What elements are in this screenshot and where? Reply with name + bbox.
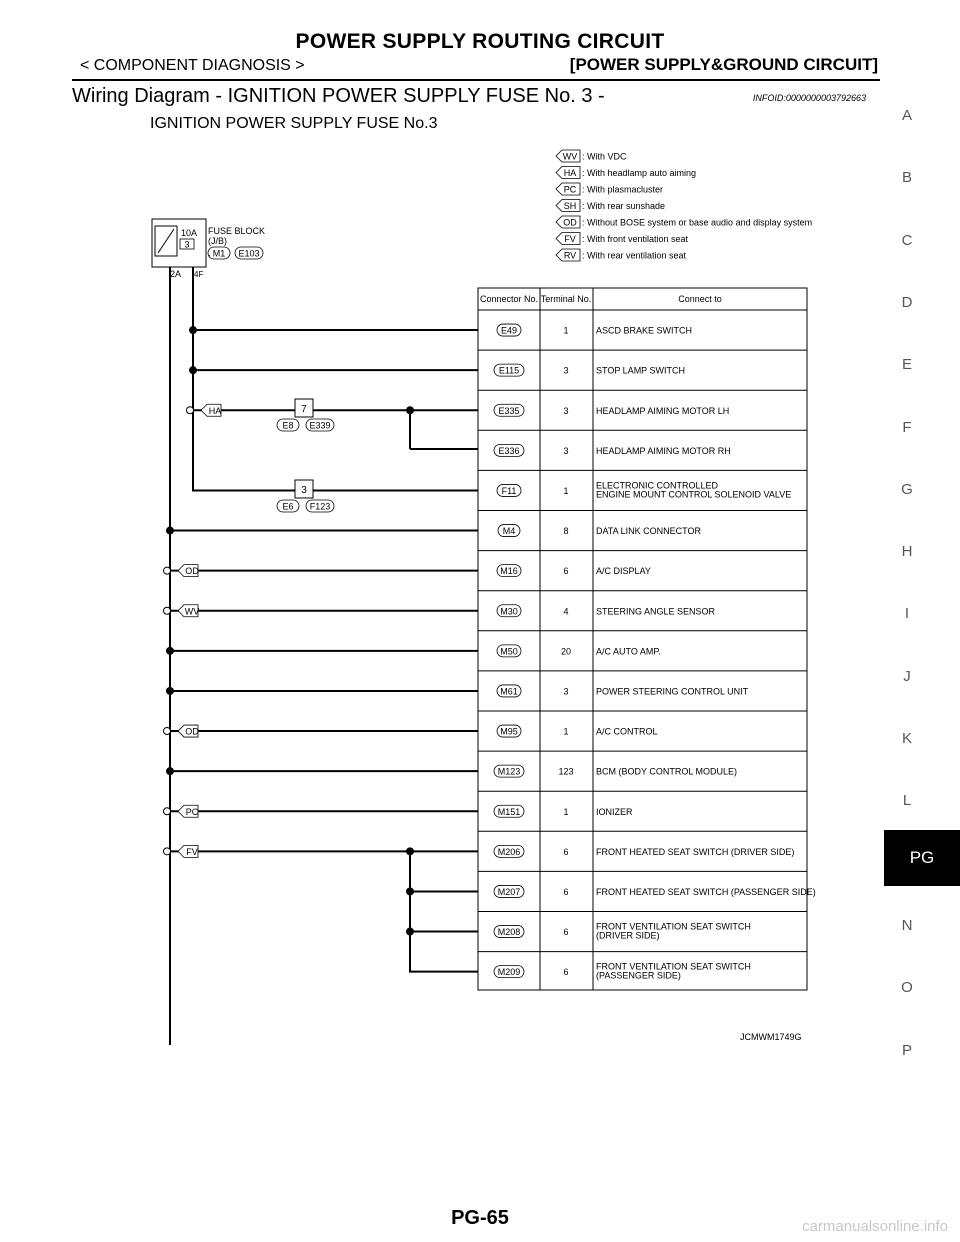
legend-description: : With headlamp auto aiming [582,168,697,178]
row-terminal: 4 [563,606,569,617]
legend-item [556,200,665,212]
option-tag-code: HA [208,405,222,416]
option-splice-dot [164,808,171,815]
row-connect-to: FRONT VENTILATION SEAT SWITCH [596,961,751,972]
row-connect-to: IONIZER [596,806,633,817]
splice-points [164,326,415,936]
splice-dot [406,847,414,855]
connector-label: E336 [498,445,520,456]
connector-label: E49 [500,325,518,336]
side-index-letter[interactable]: G [901,480,913,498]
table-row [478,364,807,390]
connector-label: E115 [498,365,520,376]
connector-label: M206 [497,846,521,857]
connector-label: M209 [497,967,521,978]
junction-connector-label [277,419,299,431]
option-tag-code: PC [185,806,199,817]
row-connector [498,525,520,537]
row-terminal: 8 [563,526,569,537]
splice-dot [406,406,414,414]
row-terminal: 6 [563,967,569,978]
option-splice-dot [164,607,171,614]
connector-label: M207 [497,886,521,897]
row-connect-to: FRONT VENTILATION SEAT SWITCH [596,921,751,932]
side-index-letter[interactable]: E [901,356,912,374]
fuse-block-jb: (J/B) [208,236,227,246]
side-index-letter[interactable]: L [902,792,912,810]
connector-label: F11 [501,485,517,496]
side-index-letter[interactable]: B [901,169,912,187]
table-row [478,765,807,791]
row-connect-to: FRONT HEATED SEAT SWITCH (PASSENGER SIDE) [596,886,816,897]
wiring [170,267,478,1045]
option-tag [178,605,199,617]
legend [556,150,812,261]
connector-label: M30 [500,606,518,617]
legend-code: SH [563,201,577,211]
table-row [494,962,751,981]
connector-label: M16 [500,566,518,577]
option-splice-dot [164,848,171,855]
diagram-title: IGNITION POWER SUPPLY FUSE No.3 [150,115,438,132]
row-connector [497,685,521,697]
row-connector [497,484,521,496]
connector-label: M123 [497,766,521,777]
table-frame [478,288,807,990]
splice-dot [189,326,197,334]
row-terminal: 1 [563,726,569,737]
row-terminal: 6 [563,886,569,897]
fuse-connectors [208,247,263,259]
row-connect-to: STOP LAMP SWITCH [596,365,686,376]
fuse-terminal-1: 2A [170,269,182,279]
table-header-connector: Connector No. [479,294,539,304]
table-row [478,725,807,751]
option-tag [178,565,199,577]
splice-dot [166,767,174,775]
legend-item [556,183,663,195]
table-row [478,805,807,831]
circuit-wire [193,486,478,490]
connector-label: F123 [309,501,331,512]
side-tab-active[interactable]: PG [884,830,960,886]
junction-connector-2 [295,480,313,498]
row-connect-to: STEERING ANGLE SENSOR [596,606,716,617]
page-header-section: [POWER SUPPLY&GROUND CIRCUIT] [569,55,878,74]
row-connect-to: A/C DISPLAY [596,566,651,577]
connector-label: M61 [500,686,518,697]
fuse-connector-2 [235,247,263,259]
legend-code: HA [563,168,577,178]
side-index-letter[interactable]: O [901,979,913,997]
table-row [478,845,807,871]
section-title: Wiring Diagram - IGNITION POWER SUPPLY FUSE No. 3 - [72,85,605,107]
row-connect-to: DATA LINK CONNECTOR [596,526,702,537]
row-terminal: 6 [563,927,569,938]
option-splice-dot [187,407,194,414]
row-connect-to: HEADLAMP AIMING MOTOR RH [596,445,731,456]
row-connect-to: (PASSENGER SIDE) [596,970,681,981]
splice-dot [406,928,414,936]
row-terminal: 3 [563,445,569,456]
row-connector [494,364,524,376]
table-row [478,480,807,510]
row-terminal: 6 [563,846,569,857]
connector-label: E103 [238,248,260,259]
row-connector [497,605,521,617]
legend-description: : With rear sunshade [582,201,666,211]
option-tag [201,404,221,416]
row-connect-to: ASCD BRAKE SWITCH [596,325,693,336]
table-header-terminal: Terminal No. [540,294,592,304]
table-row [478,525,807,551]
table-row [478,645,807,671]
table-row [478,922,807,952]
row-connect-to: FRONT HEATED SEAT SWITCH (DRIVER SIDE) [596,846,795,857]
row-terminal: 1 [563,485,569,496]
legend-item [556,167,696,179]
junction-terminal: 3 [301,485,307,496]
table-row [478,565,807,591]
row-terminal: 20 [560,646,572,657]
side-index-letter[interactable]: F [902,418,912,436]
splice-dot [166,647,174,655]
row-connector [494,805,524,817]
junction-connector-label [277,500,299,512]
row-connect-to: (DRIVER SIDE) [596,930,660,941]
fuse-amperage: 10A [181,228,198,238]
side-index-letter[interactable]: C [901,231,913,249]
row-terminal: 1 [563,325,569,336]
row-connect-to: ENGINE MOUNT CONTROL SOLENOID VALVE [596,489,792,500]
fuse-connector-separator: , [208,248,211,258]
row-terminal: 123 [558,766,574,777]
table-row [478,685,807,711]
figure-code: JCMWM1749G [740,1032,802,1042]
connector-label: M151 [497,806,521,817]
row-connect-to: A/C AUTO AMP. [596,646,661,657]
table-row [478,885,816,911]
option-tag-code: WV [184,606,200,617]
option-tag-code: FV [186,846,198,857]
row-terminal: 1 [563,806,569,817]
legend-item [556,233,689,245]
row-connect-to: BCM (BODY CONTROL MODULE) [596,766,738,777]
option-tag-code: OD [185,566,199,577]
connector-label: E8 [282,420,294,431]
legend-item [556,249,687,261]
connector-label: E339 [309,420,331,431]
row-connect-to: POWER STEERING CONTROL UNIT [596,686,749,697]
option-tag [178,725,199,737]
fuse-terminal-2: 4F [194,270,204,279]
row-terminal: 3 [563,405,569,416]
side-index-letter[interactable]: I [904,605,910,623]
legend-description: : With VDC [582,151,627,162]
legend-description: : With front ventilation seat [582,234,689,244]
connector-label: M95 [500,726,518,737]
legend-code: OD [563,217,577,228]
side-index-letter[interactable]: D [901,293,913,311]
fuse-block [152,219,265,279]
side-index-letter[interactable]: N [901,916,913,934]
row-connector [497,324,521,336]
page-header-subtitle: < COMPONENT DIAGNOSIS > [80,57,305,74]
splice-dot [189,366,197,374]
connector-label: M50 [500,646,518,657]
row-connector [494,404,524,416]
page-header-title: POWER SUPPLY ROUTING CIRCUIT [295,30,665,53]
splice-dot [406,887,414,895]
table-row [478,605,807,631]
junction-connector-1 [295,399,313,417]
option-tag [178,845,198,857]
option-splice-dot [164,728,171,735]
splice-dot [166,527,174,535]
fuse-connector-1 [208,247,230,259]
row-connector [494,765,524,777]
side-index-letter[interactable]: H [901,543,913,561]
legend-code: PC [563,184,577,195]
legend-code: WV [562,151,578,162]
row-connector [494,926,524,938]
legend-code: FV [564,234,576,244]
legend-description: : Without BOSE system or base audio and display system [582,217,813,228]
junction-connector-label [306,419,334,431]
legend-code: RV [563,250,577,261]
option-tag [178,805,199,817]
junction-connector-label [306,500,334,512]
row-connect-to: ELECTRONIC CONTROLLED [596,480,719,491]
circuit-wire [410,962,478,972]
row-connector [494,966,524,978]
row-terminal: 3 [563,365,569,376]
legend-item [556,150,627,162]
row-connector [494,444,524,456]
info-id: INFOID:0000000003792663 [752,93,866,103]
row-connect-to: HEADLAMP AIMING MOTOR LH [596,405,730,416]
option-tag-code: OD [185,726,199,737]
watermark: carmanualsonline.info [802,1218,948,1235]
connector-table [478,288,816,990]
connector-label: E6 [282,501,294,512]
side-index-letter[interactable]: K [901,730,912,747]
legend-item [556,216,812,228]
connector-label: E335 [498,405,520,416]
table-row [478,324,807,350]
table-row [478,444,807,470]
table-header-connect-to: Connect to [678,294,722,304]
side-index-letter[interactable]: A [901,107,912,124]
row-connector [497,645,521,657]
splice-dot [166,687,174,695]
fuse-block-label: FUSE BLOCK [208,226,266,236]
side-index-letter[interactable]: P [901,1041,912,1059]
row-connect-to: A/C CONTROL [596,726,658,737]
row-connector [497,565,521,577]
page-number: PG-65 [451,1207,509,1229]
row-terminal: 3 [563,686,569,697]
legend-description: : With rear ventilation seat [582,250,687,261]
table-row [478,404,807,430]
row-connector [494,885,524,897]
side-index-letter[interactable]: J [903,667,911,685]
option-splice-dot [164,567,171,574]
connector-label: M4 [502,526,516,537]
row-terminal: 6 [563,566,569,577]
junction-terminal: 7 [301,404,307,415]
connector-label: M1 [212,248,226,259]
row-connector [497,725,521,737]
fuse-number: 3 [184,239,190,250]
legend-description: : With plasmacluster [582,184,664,195]
row-connector [494,845,524,857]
connector-label: M208 [497,927,521,938]
